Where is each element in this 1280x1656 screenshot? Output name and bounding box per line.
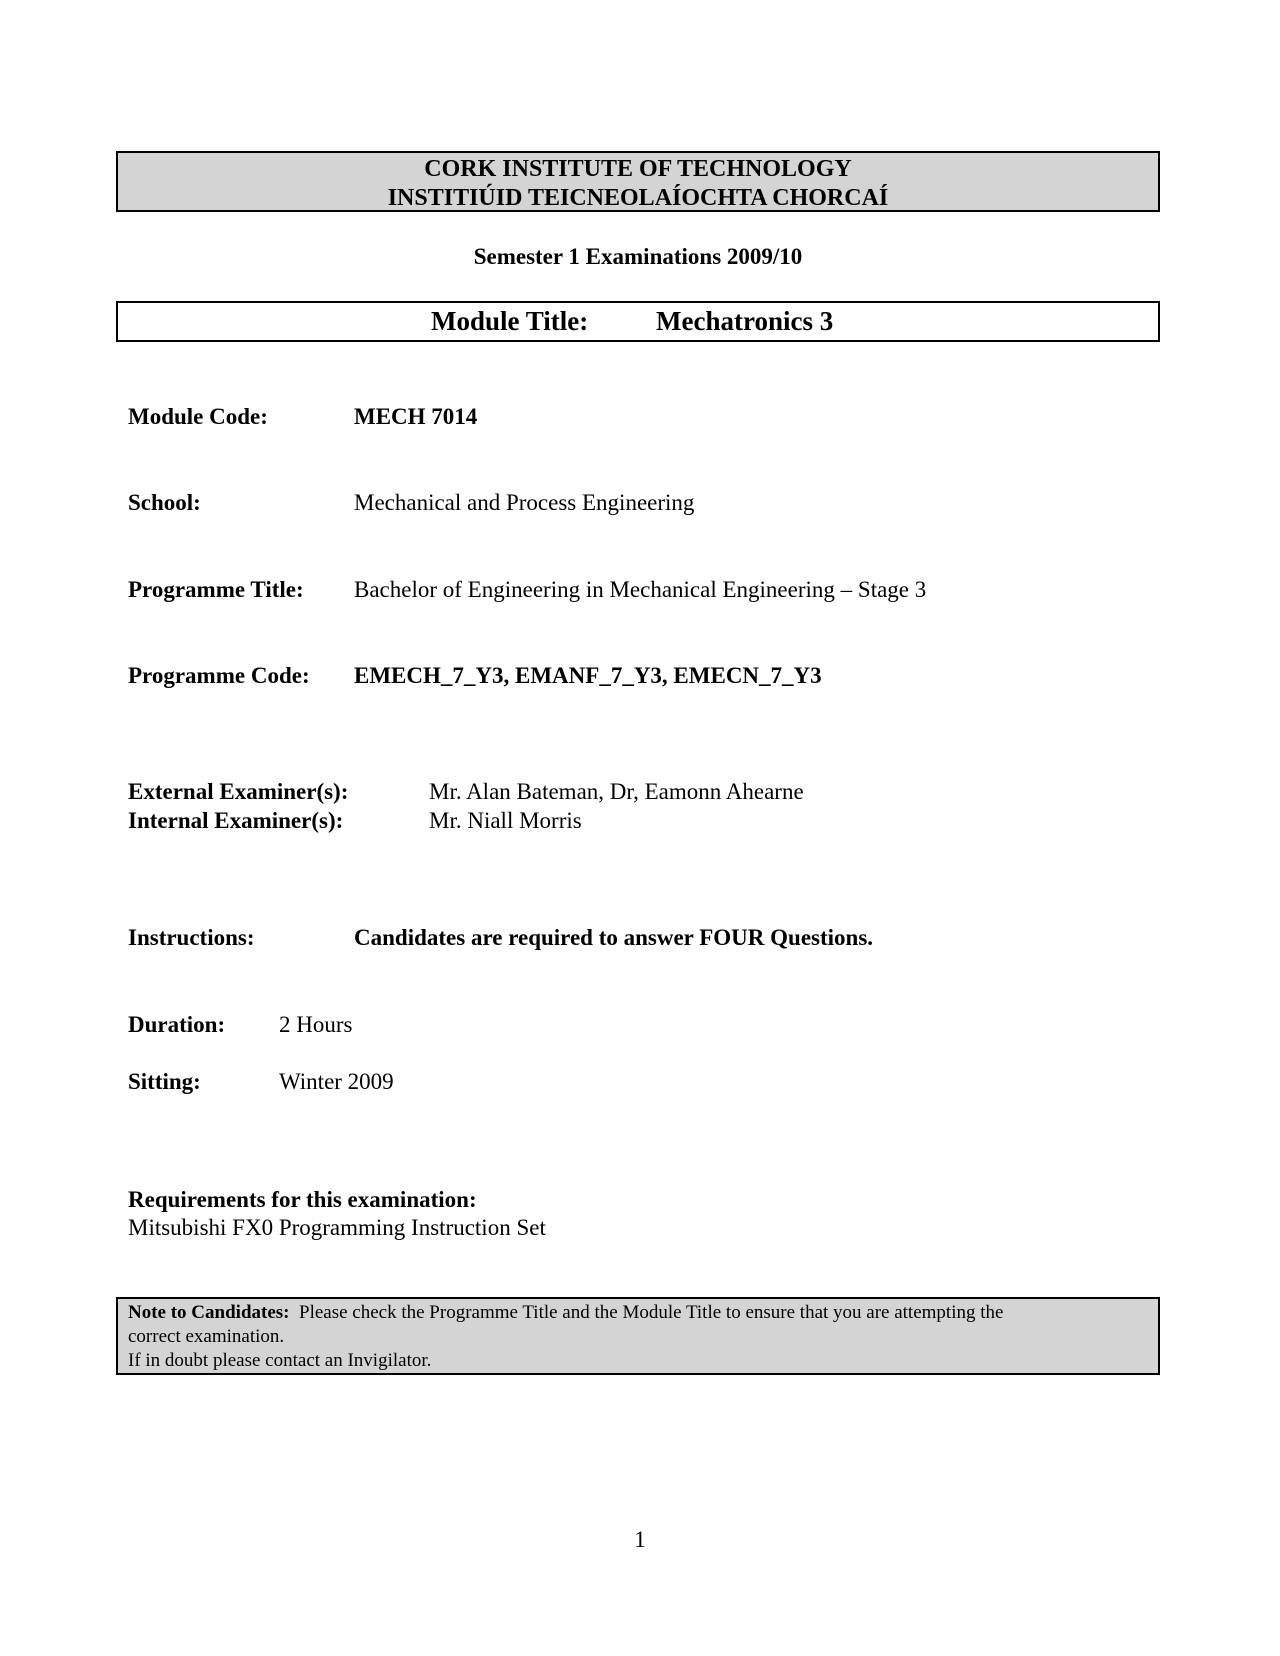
school-value: Mechanical and Process Engineering [354, 490, 695, 515]
note-text-3: If in doubt please contact an Invigilator. [128, 1350, 432, 1371]
external-examiners-label: External Examiner(s): [128, 779, 349, 804]
internal-examiners-label: Internal Examiner(s): [128, 808, 344, 833]
external-examiners-value: Mr. Alan Bateman, Dr, Eamonn Ahearne [429, 779, 804, 804]
module-title-box [116, 301, 1160, 342]
sitting-value: Winter 2009 [279, 1069, 394, 1094]
duration-label: Duration: [128, 1012, 226, 1037]
module-code-value: MECH 7014 [354, 404, 478, 429]
note-to-candidates [116, 1297, 1160, 1375]
page-number: 1 [634, 1527, 646, 1552]
requirements-label: Requirements for this examination: [128, 1187, 477, 1212]
module-code-label: Module Code: [128, 404, 268, 429]
institution-header [116, 151, 1160, 212]
note-text-1: Please check the Programme Title and the Module Title to ensure that you are attempting the [299, 1302, 1004, 1323]
instructions-label: Instructions: [128, 925, 255, 950]
programme-title-value: Bachelor of Engineering in Mechanical Engineering – Stage 3 [354, 577, 927, 602]
programme-code-label: Programme Code: [128, 663, 310, 688]
note-text-2: correct examination. [128, 1326, 285, 1347]
module-title-value: Mechatronics 3 [656, 306, 834, 336]
semester-heading: Semester 1 Examinations 2009/10 [473, 244, 803, 269]
institution-name-english: CORK INSTITUTE OF TECHNOLOGY [424, 156, 852, 182]
requirements-value: Mitsubishi FX0 Programming Instruction Set [128, 1215, 546, 1240]
programme-code-value: EMECH_7_Y3, EMANF_7_Y3, EMECN_7_Y3 [354, 663, 822, 688]
module-title-label: Module Title: [431, 306, 589, 336]
institution-name-irish: INSTITIÚID TEICNEOLAÍOCHTA CHORCAÍ [387, 185, 889, 211]
instructions-value: Candidates are required to answer FOUR Questions. [354, 925, 874, 950]
programme-title-label: Programme Title: [128, 577, 304, 602]
sitting-label: Sitting: [128, 1069, 201, 1094]
note-line-1 [128, 1301, 1148, 1325]
note-label: Note to Candidates: [128, 1302, 290, 1323]
duration-value: 2 Hours [279, 1012, 353, 1037]
internal-examiners-value: Mr. Niall Morris [429, 808, 582, 833]
school-label: School: [128, 490, 201, 515]
